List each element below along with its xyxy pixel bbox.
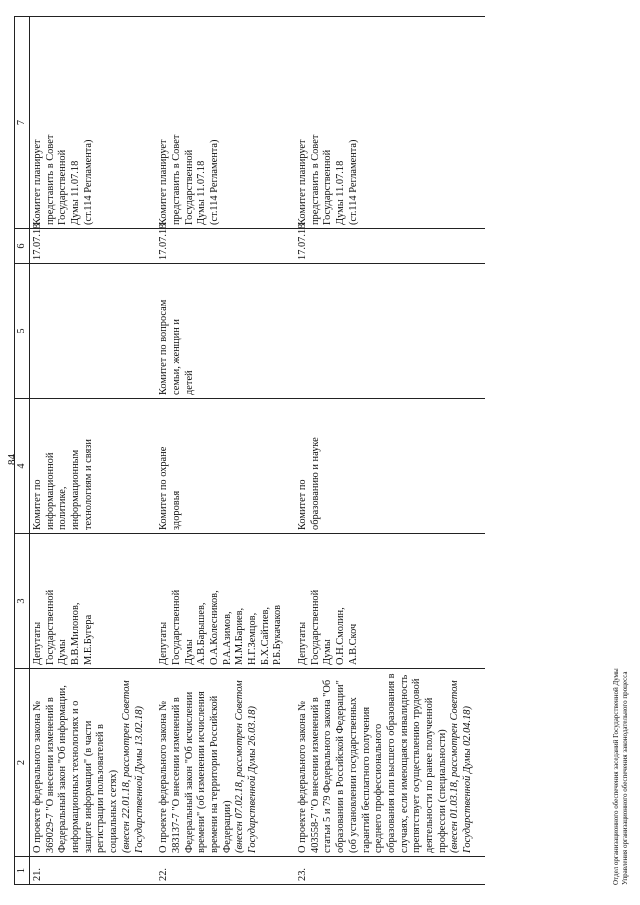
table-row — [30, 17, 157, 885]
footer-line-2: Управления организационного обеспечения законодательного процесса — [621, 671, 630, 885]
bill-note: (внесен 07.02.18, рассмотрен Советом Государственной Думы 26.03.18) — [234, 680, 258, 853]
date-cell: 17.07.18 — [295, 229, 485, 264]
bill-title: О проекте федерального закона № 383137-7 "О внесении изменений в Федеральный закон "Об исчислении времени" (об изменении исчисления времени на территории Российской Федерации) — [158, 691, 233, 853]
bill-note: (внесен 22.01.18, рассмотрен Советом Государственной Думы 13.02.18) — [120, 680, 145, 853]
col-header-2: 2 — [15, 669, 30, 857]
co-committee-cell — [295, 264, 485, 399]
plan-cell: Комитет планирует представить в Совет Государственной Думы 11.07.18 (ст.114 Регламента) — [295, 17, 485, 229]
table-row — [295, 17, 485, 885]
bill-note: (внесен 01.03.18, рассмотрен Советом Государственной Думы 02.04.18) — [449, 680, 473, 853]
col-header-3: 3 — [15, 534, 30, 669]
footer-line-1: Отдел организационного обеспечения заседаний Государственной Думы — [612, 668, 620, 885]
date-cell: 17.07.18 — [156, 229, 295, 264]
date-cell: 17.07.18 — [30, 229, 157, 264]
column-number-row — [15, 17, 30, 885]
bill-cell — [30, 669, 157, 857]
co-committee-cell — [30, 264, 157, 399]
authors-cell: Депутаты Государственной Думы О.Н.Смолин, А.В.Скоч — [295, 534, 485, 669]
col-header-7: 7 — [15, 17, 30, 229]
col-header-4: 4 — [15, 399, 30, 534]
authors-cell: Депутаты Государственной Думы А.В.Барышев, О.А.Колесников, Р.А.Азимов, М.М.Бариев, Н.Г.Земцов, Б.Х.Сайтиев, Р.Б.Букачаков — [156, 534, 295, 669]
row-number: 23. — [295, 857, 485, 885]
col-header-1: 1 — [15, 857, 30, 885]
row-number: 22. — [156, 857, 295, 885]
col-header-6: 6 — [15, 229, 30, 264]
row-number: 21. — [30, 857, 157, 885]
committee-cell: Комитет по информационной политике, информационным технологиям и связи — [30, 399, 157, 534]
authors-cell: Депутаты Государственной Думы В.В.Милонов, М.Е.Бугера — [30, 534, 157, 669]
footer — [612, 668, 630, 885]
page-number: 84 — [6, 454, 18, 465]
col-header-5: 5 — [15, 264, 30, 399]
co-committee-cell: Комитет по вопросам семьи, женщин и детей — [156, 264, 295, 399]
bill-title: О проекте федерального закона № 369029-7 "О внесении изменений в Федеральный закон "Об информации, информационных технологиях и о защите информации" (в части регистрации пользователей в социальных сетях) — [32, 685, 120, 853]
bill-cell — [295, 669, 485, 857]
table-row — [156, 17, 295, 885]
bill-title: О проекте федерального закона № 403558-7 "О внесении изменений в статьи 5 и 79 Федерального закона "Об образовании в Российской Федерации" (об установлении государственных гарантий бесплатного получения среднего профессионального образования или высшего образования в случаях, если имеющаяся инвалидность препятствует осуществлению трудовой деятельности по ранее полученной профессии (специальности) — [297, 673, 448, 853]
bill-cell — [156, 669, 295, 857]
plan-cell: Комитет планирует представить в Совет Государственной Думы 11.07.18 (ст.114 Регламента) — [30, 17, 157, 229]
bills-table — [14, 16, 485, 885]
committee-cell: Комитет по охране здоровья — [156, 399, 295, 534]
committee-cell: Комитет по образованию и науке — [295, 399, 485, 534]
plan-cell: Комитет планирует представить в Совет Государственной Думы 11.07.18 (ст.114 Регламента) — [156, 17, 295, 229]
